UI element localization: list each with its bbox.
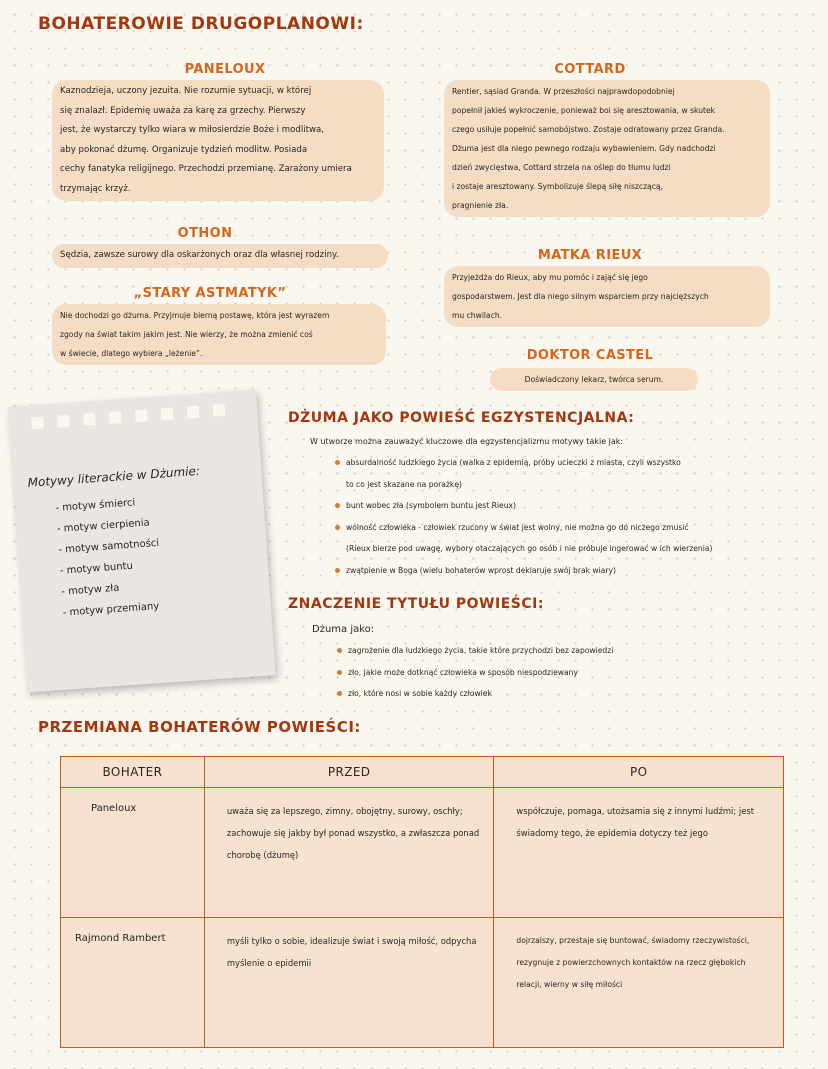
existential-title: DŻUMA JAKO POWIEŚĆ EGZYSTENCJALNA: (288, 410, 635, 426)
paper-hole (213, 404, 226, 417)
matka-rieux-line: Przyjeżdża do Rieux, aby mu pomóc i zająć się jego (452, 273, 648, 282)
castel-description (490, 368, 698, 391)
motif-item: - motyw przemiany (62, 600, 160, 619)
cottard-line: Rentier, sąsiad Granda. W przeszłości najprawdopodobniej (452, 87, 675, 96)
castel-line: Doświadczony lekarz, twórca serum. (524, 375, 664, 384)
existential-point: zwątpienie w Boga (wielu bohaterów wprost deklaruje swój brak wiary) (334, 560, 794, 582)
cottard-description (444, 80, 770, 217)
asthmatic-line: zgody na świat takim jakim jest. Nie wierzy, że można zmienić coś (60, 330, 313, 339)
title-meaning-title: ZNACZENIE TYTUŁU POWIEŚCI: (288, 596, 544, 612)
transformation-title: PRZEMIANA BOHATERÓW POWIEŚCI: (38, 718, 361, 736)
title-meaning-point: zagrożenie dla ludzkiego życia, takie które przychodzi bez zapowiedzi (336, 640, 776, 662)
existential-point: absurdalność ludzkiego życia (walka z epidemią, próby ucieczki z miasta, czyli wszystko (334, 452, 794, 474)
secondary-characters-title: BOHATEROWIE DRUGOPLANOWI: (38, 14, 364, 34)
paneloux-line: aby pokonać dżumę. Organizuje tydzień modlitw. Posiada (60, 144, 308, 155)
after-cell: współczuje, pomaga, utożsamia się z innymi ludźmi; jest świadomy tego, że epidemia dotyczy też jego (494, 788, 784, 918)
asthmatic-name: „STARY ASTMATYK” (133, 286, 287, 301)
paneloux-line: się znalazł. Epidemię uważa za karę za grzechy. Pierwszy (60, 105, 306, 116)
motifs-list (51, 486, 239, 624)
title-meaning-point: zło, jakie może dotknąć człowieka w sposób niespodziewany (336, 662, 776, 684)
motif-item: - motyw samotności (58, 537, 160, 556)
existential-point-continued: to co jest skazane na porażkę) (346, 479, 462, 489)
transformation-table (60, 756, 784, 1048)
cottard-line: Dżuma jest dla niego pewnego rodzaju wybawieniem. Gdy nadchodzi (452, 144, 716, 153)
paneloux-description (52, 80, 384, 201)
existential-intro: W utworze można zauważyć kluczowe dla egzystencjalizmu motywy takie jak: (310, 437, 624, 446)
motifs-paper-note (8, 390, 275, 693)
motif-item: - motyw cierpienia (56, 517, 151, 535)
table-row (61, 918, 784, 1048)
asthmatic-line: Nie dochodzi go dżuma. Przyjmuje bierną postawę, która jest wyrazem (60, 311, 330, 320)
existential-point-continued: (Rieux bierze pod uwagę, wybory otaczających go osób i nie próbuje ingerować w ich wierzenia) (346, 544, 713, 553)
title-meaning-point: zło, które nosi w sobie każdy człowiek (336, 683, 776, 705)
paper-hole (109, 411, 122, 424)
matka-rieux-description (444, 266, 770, 327)
motifs-title: Motywy literackie w Dżumie: (27, 463, 201, 490)
hero-cell: Paneloux (61, 788, 205, 918)
existential-list (334, 452, 794, 581)
cottard-line: dzień zwycięstwa, Cottard strzela na oślep do tłumu ludzi (452, 163, 671, 172)
cottard-line: czego usiłuje popełnić samobójstwo. Zostaje odratowany przez Granda. (452, 125, 725, 134)
title-meaning-intro: Dżuma jako: (312, 624, 375, 635)
motif-item: - motyw buntu (59, 560, 134, 577)
header-before: PRZED (204, 757, 494, 788)
paper-hole (57, 415, 70, 428)
othon-name: OTHON (177, 226, 233, 241)
matka-rieux-name: MATKA RIEUX (537, 248, 643, 263)
table-header-row (61, 757, 784, 788)
paper-hole (187, 406, 200, 419)
motif-item: - motyw śmierci (55, 497, 136, 514)
cottard-line: pragnienie zła. (452, 201, 509, 210)
motif-item: - motyw zła (60, 582, 120, 598)
paper-hole (135, 409, 148, 422)
paneloux-line: cechy fanatyka religijnego. Przechodzi przemianę. Zarażony umiera (60, 164, 352, 174)
othon-description (52, 244, 388, 268)
cottard-line: i zostaje aresztowany. Symbolizuje ślepą siłę niszczącą, (452, 182, 663, 191)
paper-hole (83, 413, 96, 426)
hero-cell: Rajmond Rambert (61, 918, 205, 1048)
paneloux-line: jest, że wystarczy tylko wiara w miłosierdzie Boże i modlitwa, (60, 125, 325, 135)
othon-line: Sędzia, zawsze surowy dla oskarżonych oraz dla własnej rodziny. (60, 250, 339, 260)
existential-point: bunt wobec zła (symbolem buntu jest Rieux) (334, 495, 794, 517)
title-meaning-list (336, 640, 776, 705)
cottard-name: COTTARD (554, 62, 626, 77)
castel-name: DOKTOR CASTEL (526, 348, 654, 363)
matka-rieux-line: mu chwilach. (452, 311, 503, 320)
before-cell: uważa się za lepszego, zimny, obojętny, surowy, oschły; zachowuje się jakby był ponad wszystko, a zwłaszcza ponad chorobę (dżumę) (204, 788, 494, 918)
after-cell: dojrzalszy, przestaje się buntować, świadomy rzeczywistości, rezygnuje z powierzchownych kontaktów na rzecz głębokich relacji, wierny w siłę miłości (494, 918, 784, 1048)
header-after: PO (494, 757, 784, 788)
paneloux-line: Kaznodzieja, uczony jezuita. Nie rozumie sytuacji, w której (60, 86, 312, 96)
table-row (61, 788, 784, 918)
header-hero: BOHATER (61, 757, 205, 788)
paper-hole (31, 417, 44, 430)
matka-rieux-line: gospodarstwem. Jest dla niego silnym wsparciem przy najcięższych (452, 292, 709, 301)
before-cell: myśli tylko o sobie, idealizuje świat i swoją miłość, odpycha myślenie o epidemii (204, 918, 494, 1048)
cottard-line: popełnił jakieś wykroczenie, ponieważ boi się aresztowania, w skutek (452, 106, 716, 115)
asthmatic-line: w świecie, dlatego wybiera „leżenie”. (60, 349, 203, 358)
asthmatic-description (52, 304, 386, 365)
paneloux-name: PANELOUX (184, 62, 266, 77)
paneloux-line: trzymając krzyż. (60, 183, 131, 194)
existential-point: wolność człowieka - człowiek rzucony w świat jest wolny, nie można go do niczego zmusić (334, 517, 794, 539)
paper-hole (161, 408, 174, 421)
